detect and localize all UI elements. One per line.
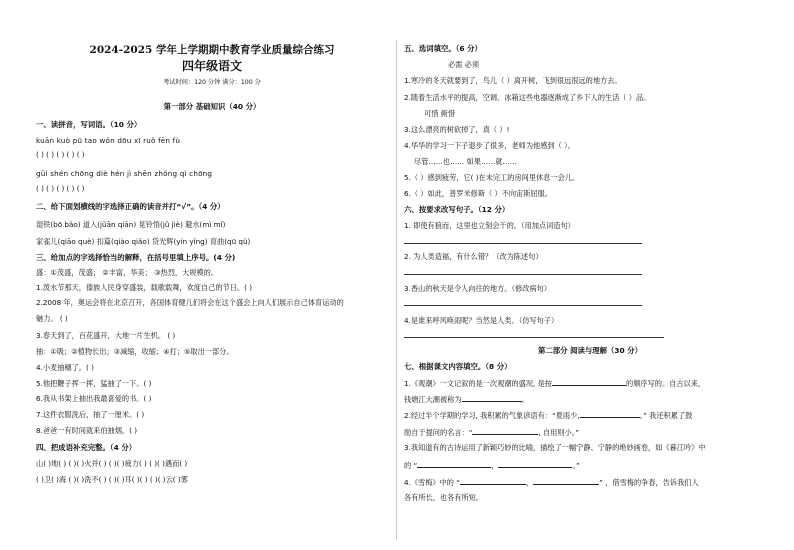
s5-q4[interactable]: 4.华华的学习一下子退步了很多，老师为他感到（ ）。 — [404, 141, 575, 150]
s7-q1-blank-b[interactable] — [462, 394, 522, 402]
s7-q2-blank-b[interactable] — [472, 427, 538, 435]
s4-heading: 四、把成语补充完整。（4 分） — [36, 443, 137, 452]
s6-q2: 2. 为人类造福，有什么错？（改为陈述句） — [404, 252, 543, 261]
part2-title: 第二部分 阅读与理解（30 分） — [537, 346, 643, 355]
s7-q3-text-c: ， — [491, 461, 499, 470]
column-divider — [396, 40, 397, 540]
s7-q2-text-b: 。” 我还积累了鼓 — [639, 411, 693, 420]
s3-q4[interactable]: 4.小麦抽穗了。( ) — [36, 363, 94, 372]
s5-q2[interactable]: 2.随着生活水平的提高，空调、冰箱这些电器逐渐成了乡下人的生活（ ）品。 — [404, 93, 651, 102]
s3-q7[interactable]: 7.这件衣服洗后，抽了一厘米。( ) — [36, 410, 145, 419]
s7-q1-line2: 钱塘江大潮被称为 。 — [404, 395, 529, 404]
s7-q2-line1 — [404, 410, 692, 420]
s7-heading: 七、根据课文内容填空。（8 分） — [404, 362, 512, 371]
s7-q4-text-c: ” ，借雪梅的争春，告诉我们人 — [599, 478, 699, 487]
s7-q4-blank-b[interactable] — [533, 477, 599, 485]
s7-q3-blank-a[interactable] — [417, 460, 491, 468]
s7-q1-blank-a[interactable] — [552, 378, 626, 386]
s7-q3-text-d: 。” — [572, 461, 580, 470]
s3-q2-cont[interactable]: 魅力。 ( ) — [36, 314, 68, 323]
s3-def-sheng: 盛：①茂盛，茂盛； ②丰富，华美； ③热烈，大规模的。 — [36, 268, 219, 277]
exam-subtitle: 四年级语文 — [181, 59, 242, 73]
s5-words2: 可惜 俯惜 — [424, 109, 456, 118]
s7-q2-text-d: , 自用则小。” — [538, 428, 580, 437]
s2-heading: 二、给下面划横线的字选择正确的读音并打“√”。（4 分） — [36, 202, 225, 211]
s1-heading: 一、读拼音，写词语。（10 分） — [36, 120, 142, 129]
s7-q3-line1: 3.我知道有的古诗运用了新颖巧妙的比喻，描绘了一幅宁静、宁静的绝妙画卷，如《暮江吟》中 — [404, 443, 706, 452]
s1-pinyin-row1: kuān kuò pū tao wǒn dōu xī ruǒ fēn fù — [36, 136, 181, 145]
s3-def-chou: 抽：①吸；②植物长出；③减缩，收缩；④打；⑤取出一部分。 — [36, 347, 234, 356]
s7-q3-blank-b[interactable] — [498, 460, 572, 468]
exam-info: 考试时间：120 分钟 满分：100 分 — [163, 79, 261, 86]
s7-q4-line1 — [404, 477, 699, 487]
s7-q2-text-c: 励自于提问的名言：“ — [404, 428, 473, 437]
s5-words3: 尽管……也…… 如果……就…… — [414, 157, 517, 166]
s7-q2-text-a: 2.经过半个学期的学习, 我积累的气象谚语有：“夏雨少, — [404, 411, 580, 420]
s7-q2-line2 — [404, 427, 579, 437]
s3-q3[interactable]: 3.春天到了，百花盛开，大地一片生机。 ( ) — [36, 331, 176, 340]
s7-q1-line1 — [404, 378, 705, 388]
s7-q4-text-b: ， — [526, 478, 534, 487]
s1-blanks-row2[interactable]: ( ) ( ) ( ) ( ) ( ) — [36, 184, 85, 193]
s3-q2[interactable]: 2.2008 年，奥运会将在北京召开，各国体育健儿们将会在这个盛会上向人们展示自己体育运动的 — [36, 298, 344, 307]
exam-title: 2024-2025 学年上学期期中教育学业质量综合练习 — [89, 44, 335, 56]
s6-heading: 六、按要求改写句子。（12 分） — [404, 205, 510, 214]
s5-q3[interactable]: 3.这么漂亮的树砍掉了，真（ ）! — [404, 125, 510, 134]
s2-row2[interactable]: 家雀儿(qiāo què) 扣篇(qiào qiǎo) 货光辉(yín yǐng) 育曲(qū qǔ) — [36, 237, 251, 246]
s5-q5[interactable]: 5.（ ）感到疲劳，它( )在未完工的房间里休息一会儿。 — [404, 173, 580, 182]
s7-q4-line2: 各有所长，也各有所短。 — [404, 493, 484, 502]
s6-answer-line-4[interactable] — [404, 337, 664, 338]
s5-q6[interactable]: 6.（ ）如此，普罗米修斯（ ）不向宙斯屈服。 — [404, 189, 552, 198]
s3-q5[interactable]: 5.他把鞭子挥一挥，猛抽了一下。( ) — [36, 379, 152, 388]
s1-pinyin-row2: gǔi shén chōng diè hén jì shēn zhǒng qì chōng — [36, 169, 213, 178]
s7-q4-blank-a[interactable] — [460, 477, 526, 485]
s7-q1-text-a: 1.《观潮》一文记叙的是一次观潮的盛况, 是按 — [404, 379, 552, 388]
s7-q1-text-b: 的顺序写的。自古以来， — [626, 379, 706, 388]
s1-blanks-row1[interactable]: ( ) ( ) ( ) ( ) ( ) — [36, 150, 85, 159]
s3-heading: 三、给加点的字选择恰当的解释，在括号里填上序号。(4 分) — [36, 253, 236, 262]
s7-q2-blank-a[interactable] — [580, 410, 640, 418]
s6-q3: 3.香山的秋天是令人向往的地方。（修改病句） — [404, 284, 552, 293]
s6-answer-line-3[interactable] — [404, 305, 642, 306]
s4-row2[interactable]: ( )卫( )海 ( )( )洗不( ) ( )( )耳( )( ) ( )( )云( )雾 — [36, 475, 188, 484]
s7-q3-line2 — [404, 460, 580, 470]
s3-q6[interactable]: 6.我从书架上抽出我最喜爱的书。( ) — [36, 394, 152, 403]
s7-q4-text-a: 4.《雪梅》中的 “ — [404, 478, 460, 487]
s7-q1-text-c: 钱塘江大潮被称为 — [404, 395, 462, 404]
s6-q1: 1. 即使有狼而，这里也立刻会干的。（用加点词造句） — [404, 221, 575, 230]
s6-answer-line-2[interactable] — [404, 274, 642, 275]
part1-title: 第一部分 基础知识（40 分） — [163, 102, 261, 111]
s5-q1[interactable]: 1.寒冷的冬天就要到了，鸟儿（ ）离开树，飞到很远很远的地方去。 — [404, 76, 622, 85]
s3-q1[interactable]: 1.泼水节那天，傣族人民身穿盛装，载歌载舞，欢度自己的节日。( ) — [36, 283, 253, 292]
s4-row1[interactable]: 山( )地( ) ( )( )火并( ) ( )( )疲力( ) ( )( )遇而( ) — [36, 459, 188, 468]
s6-q4: 4.是谁来呼风唤雨呢？当然是人类。（仿写句子） — [404, 316, 559, 325]
s2-row1[interactable]: 湿铁(bō bǎo) 道入(jǔān qiān) 晃铃悟(jǔ jiè) 避水(mì mǐ) — [36, 220, 226, 229]
s3-q8[interactable]: 8.爸爸一有时间就来伯抽烟。( ) — [36, 426, 138, 435]
s5-heading: 五、选词填空。（6 分） — [404, 44, 482, 53]
s6-answer-line-1[interactable] — [404, 243, 642, 244]
s7-q3-text-b: 的 “ — [404, 461, 418, 470]
s5-words1: 必需 必须 — [448, 60, 480, 69]
